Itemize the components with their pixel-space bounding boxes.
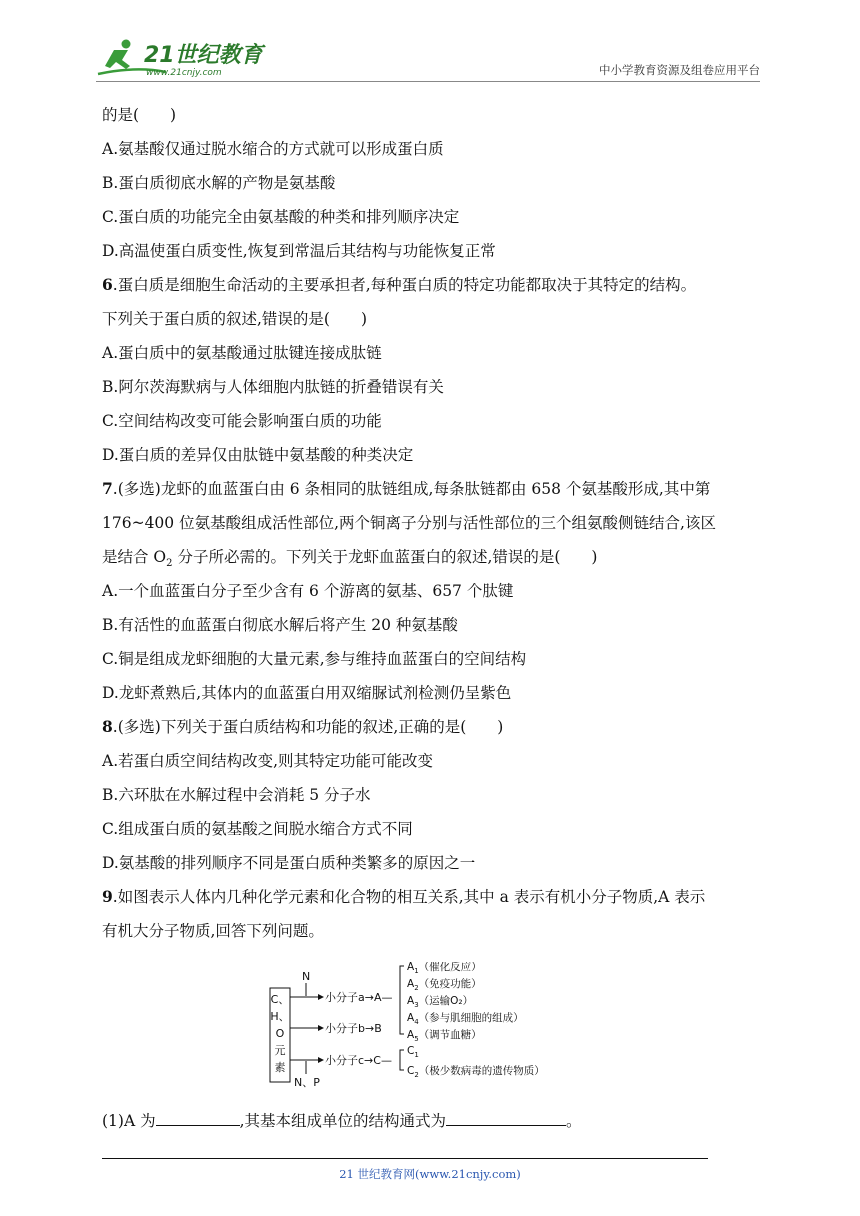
a-items <box>407 962 524 1043</box>
n-label-top: N <box>302 970 311 983</box>
answer-blank-1[interactable] <box>156 1107 240 1126</box>
element-yuan: 元 <box>274 1044 286 1057</box>
q7-stem-line3: 是结合 $O_2$ 分子所必需的。下列关于龙虾血蓝蛋白的叙述,错误的是( ) <box>102 548 598 570</box>
question-content <box>102 98 772 948</box>
row-c-label: 小分子c→C— <box>325 1054 392 1067</box>
element-c: C、 <box>270 993 290 1006</box>
logo-sub-text: www.21cnjy.com <box>146 68 222 78</box>
q7-option-a: A.一个血蓝蛋白分子至少含有 6 个游离的氨基、657 个肽键 <box>102 582 514 600</box>
q6-option-c: C.空间结构改变可能会影响蛋白质的功能 <box>102 412 382 430</box>
element-h: H、 <box>270 1010 290 1023</box>
a3-item: $A_3$（运输O₂） <box>407 995 474 1009</box>
site-logo <box>96 36 286 80</box>
q6-option-d: D.蛋白质的差异仅由肽链中氨基酸的种类决定 <box>102 446 414 464</box>
q6-number: 6 <box>102 275 113 294</box>
q8-number: 8 <box>102 717 113 736</box>
a1-item: $A_1$（催化反应） <box>407 962 482 975</box>
footer-text: 21 世纪教育网(www.21cnjy.com) <box>339 1167 521 1181</box>
np-label-bottom: N、P <box>294 1076 320 1089</box>
q7-number: 7 <box>102 479 113 498</box>
row-a-label: 小分子a→A— <box>325 991 393 1004</box>
q7-option-d: D.龙虾煮熟后,其体内的血蓝蛋白用双缩脲试剂检测仍呈紫色 <box>102 684 512 702</box>
c-items <box>407 1045 545 1079</box>
header-divider <box>96 81 760 82</box>
q5-stem-tail: 的是( ) <box>102 106 177 124</box>
page-header <box>96 36 760 80</box>
a2-item: $A_2$（免疫功能） <box>407 978 482 992</box>
element-o: O <box>275 1027 285 1040</box>
q7-stem-line2: 176~400 位氨基酸组成活性部位,两个铜离子分别与活性部位的三个组氨酸侧链结合,该区 <box>102 514 716 532</box>
q5-option-c: C.蛋白质的功能完全由氨基酸的种类和排列顺序决定 <box>102 208 460 226</box>
q7-stem-line1: 7.(多选)龙虾的血蓝蛋白由 6 条相同的肽链组成,每条肽链都由 658 个氨基酸形成,其中第 <box>102 479 711 498</box>
q5-option-a: A.氨基酸仅通过脱水缩合的方式就可以形成蛋白质 <box>102 140 444 158</box>
q8-option-a: A.若蛋白质空间结构改变,则其特定功能可能改变 <box>102 752 434 770</box>
q6-stem-line1: 6.蛋白质是细胞生命活动的主要承担者,每种蛋白质的特定功能都取决于其特定的结构。 <box>102 275 697 294</box>
q7-option-b: B.有活性的血蓝蛋白彻底水解后将产生 20 种氨基酸 <box>102 616 458 634</box>
q5-option-d: D.高温使蛋白质变性,恢复到常温后其结构与功能恢复正常 <box>102 242 496 260</box>
c1-item: $C_1$ <box>407 1045 419 1059</box>
element-compound-diagram <box>268 962 608 1094</box>
q7-option-c: C.铜是组成龙虾细胞的大量元素,参与维持血蓝蛋白的空间结构 <box>102 650 527 668</box>
q6-option-b: B.阿尔茨海默病与人体细胞内肽链的折叠错误有关 <box>102 378 444 396</box>
logo-main-text: 21世纪教育 <box>144 43 263 68</box>
q8-option-b: B.六环肽在水解过程中会消耗 5 分子水 <box>102 786 371 804</box>
q8-option-c: C.组成蛋白质的氨基酸之间脱水缩合方式不同 <box>102 820 413 838</box>
q9-subquestion-1: (1)A 为 ,其基本组成单位的结构通式为 。 <box>102 1104 582 1138</box>
q6-option-a: A.蛋白质中的氨基酸通过肽键连接成肽链 <box>102 344 382 362</box>
a5-item: $A_5$（调节血糖） <box>407 1029 482 1043</box>
element-su: 素 <box>274 1061 286 1074</box>
q8-option-d: D.氨基酸的排列顺序不同是蛋白质种类繁多的原因之一 <box>102 854 476 872</box>
answer-blank-2[interactable] <box>446 1107 566 1126</box>
q9-number: 9 <box>102 887 113 906</box>
header-platform-text: 中小学教育资源及组卷应用平台 <box>599 63 760 77</box>
footer-divider <box>102 1158 708 1159</box>
q9-stem-line1: 9.如图表示人体内几种化学元素和化合物的相互关系,其中 a 表示有机小分子物质,A 表示 <box>102 887 706 906</box>
row-b-label: 小分子b→B <box>325 1022 382 1035</box>
c2-item: $C_2$（极少数病毒的遗传物质） <box>407 1065 545 1079</box>
q5-option-b: B.蛋白质彻底水解的产物是氨基酸 <box>102 174 336 192</box>
q8-stem: 8.(多选)下列关于蛋白质结构和功能的叙述,正确的是( ) <box>102 717 504 736</box>
a4-item: $A_4$（参与肌细胞的组成） <box>407 1012 524 1026</box>
q9-stem-line2: 有机大分子物质,回答下列问题。 <box>102 922 324 940</box>
q6-stem-line2: 下列关于蛋白质的叙述,错误的是( ) <box>102 310 368 328</box>
